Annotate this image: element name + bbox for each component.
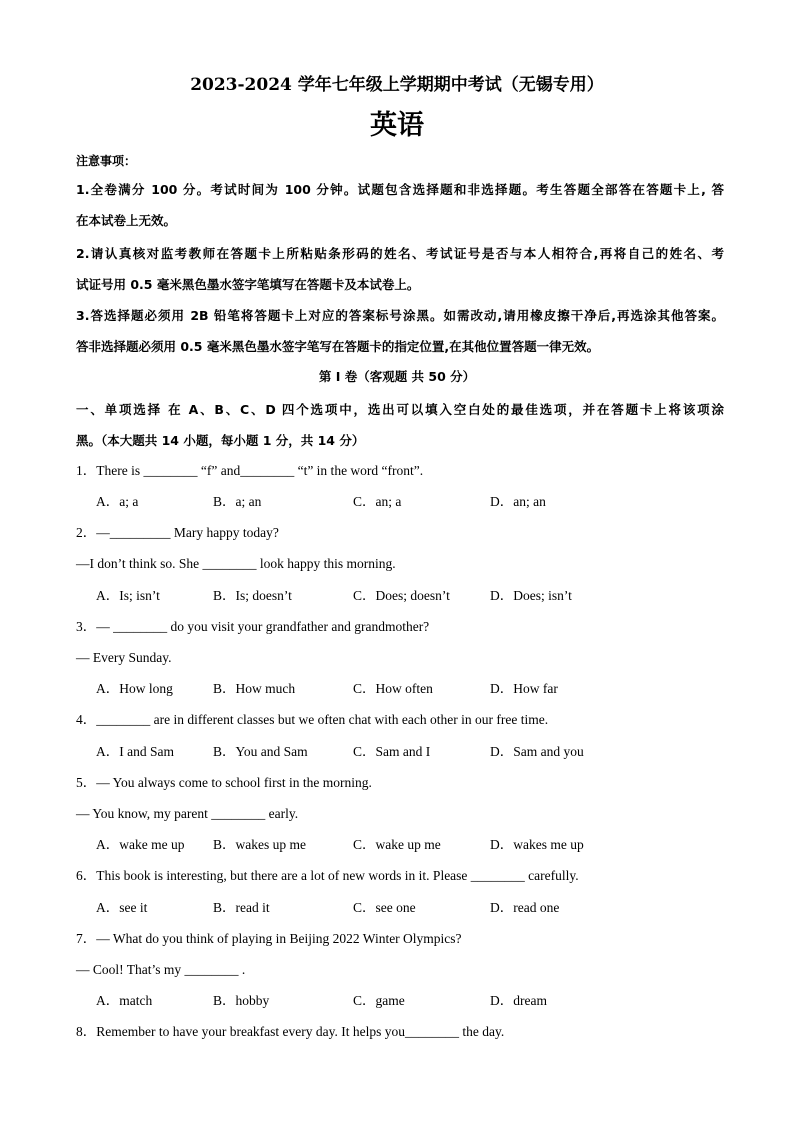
option-d: D．Does; isn’t [490, 588, 572, 603]
notes-heading: 注意事项： [76, 154, 137, 168]
option-b: B．How much [213, 681, 296, 696]
notes-line: 1.全卷满分 100 分。考试时间为 100 分钟。试题包含选择题和非选择题。考生答题全部答在答题卡上, 答 [76, 182, 724, 197]
exam-title: 2023-2024 学年七年级上学期期中考试（无锡专用） [190, 75, 604, 95]
option-d: D．read one [490, 900, 560, 915]
part-title: 第 I 卷（客观题 共 50 分） [318, 369, 476, 384]
option-d: D．wakes me up [490, 837, 584, 852]
option-c: C．wake up me [353, 837, 441, 852]
question-7-stem: 7．— What do you think of playing in Beijing 2022 Winter Olympics? [76, 931, 462, 946]
question-5-stem: — You know, my parent ________ early. [76, 806, 299, 821]
option-c: C．Does; doesn’t [353, 588, 450, 603]
question-1-stem: 1．There is ________ “f” and________ “t” in the word “front”. [76, 463, 424, 478]
question-2-stem: 2．—_________ Mary happy today? [76, 525, 279, 540]
section-instruction: 黑。（本大题共 14 小题，每小题 1 分，共 14 分） [76, 433, 365, 448]
section-instruction: 一、单项选择 在 A、B、C、D 四个选项中，选出可以填入空白处的最佳选项，并在答题卡上将该项涂 [76, 402, 724, 417]
option-a: A．a; a [96, 494, 139, 509]
question-8-stem: 8．Remember to have your breakfast every day. It helps you________ the day. [76, 1024, 505, 1039]
option-b: B．read it [213, 900, 270, 915]
notes-line: 3.答选择题必须用 2B 铅笔将答题卡上对应的答案标号涂黑。如需改动,请用橡皮擦干净后,再选涂其他答案。 [76, 308, 724, 323]
option-b: B．a; an [213, 494, 262, 509]
option-c: C．an; a [353, 494, 402, 509]
option-b: B．Is; doesn’t [213, 588, 292, 603]
option-c: C．see one [353, 900, 416, 915]
option-a: A．see it [96, 900, 148, 915]
option-d: D．How far [490, 681, 558, 696]
option-a: A．wake me up [96, 837, 185, 852]
question-5-stem: 5．— You always come to school first in the morning. [76, 775, 372, 790]
question-3-stem: — Every Sunday. [76, 650, 172, 665]
option-d: D．Sam and you [490, 744, 584, 759]
option-c: C．Sam and I [353, 744, 431, 759]
notes-line: 试证号用 0.5 毫米黑色墨水签字笔填写在答题卡及本试卷上。 [76, 277, 420, 292]
option-a: A．Is; isn’t [96, 588, 160, 603]
question-2-stem: —I don’t think so. She ________ look happy this morning. [76, 556, 396, 571]
question-6-stem: 6．This book is interesting, but there are a lot of new words in it. Please ________ carefully. [76, 868, 579, 883]
option-b: B．You and Sam [213, 744, 308, 759]
option-c: C．game [353, 993, 405, 1008]
question-3-stem: 3．— ________ do you visit your grandfather and grandmother? [76, 619, 430, 634]
notes-line: 2.请认真核对监考教师在答题卡上所粘贴条形码的姓名、考试证号是否与本人相符合,再将自己的姓名、考 [76, 246, 724, 261]
notes-line: 在本试卷上无效。 [76, 213, 177, 228]
subject-title: 英语 [370, 110, 424, 141]
option-d: D．an; an [490, 494, 546, 509]
question-4-stem: 4．________ are in different classes but we often chat with each other in our free time. [76, 712, 549, 727]
option-b: B．hobby [213, 993, 270, 1008]
option-a: A．match [96, 993, 153, 1008]
question-7-stem: — Cool! That’s my ________ . [76, 962, 246, 977]
option-d: D．dream [490, 993, 547, 1008]
notes-line: 答非选择题必须用 0.5 毫米黑色墨水签字笔写在答题卡的指定位置,在其他位置答题一律无效。 [76, 339, 600, 354]
option-a: A．How long [96, 681, 173, 696]
option-c: C．How often [353, 681, 433, 696]
option-b: B．wakes up me [213, 837, 306, 852]
option-a: A．I and Sam [96, 744, 174, 759]
